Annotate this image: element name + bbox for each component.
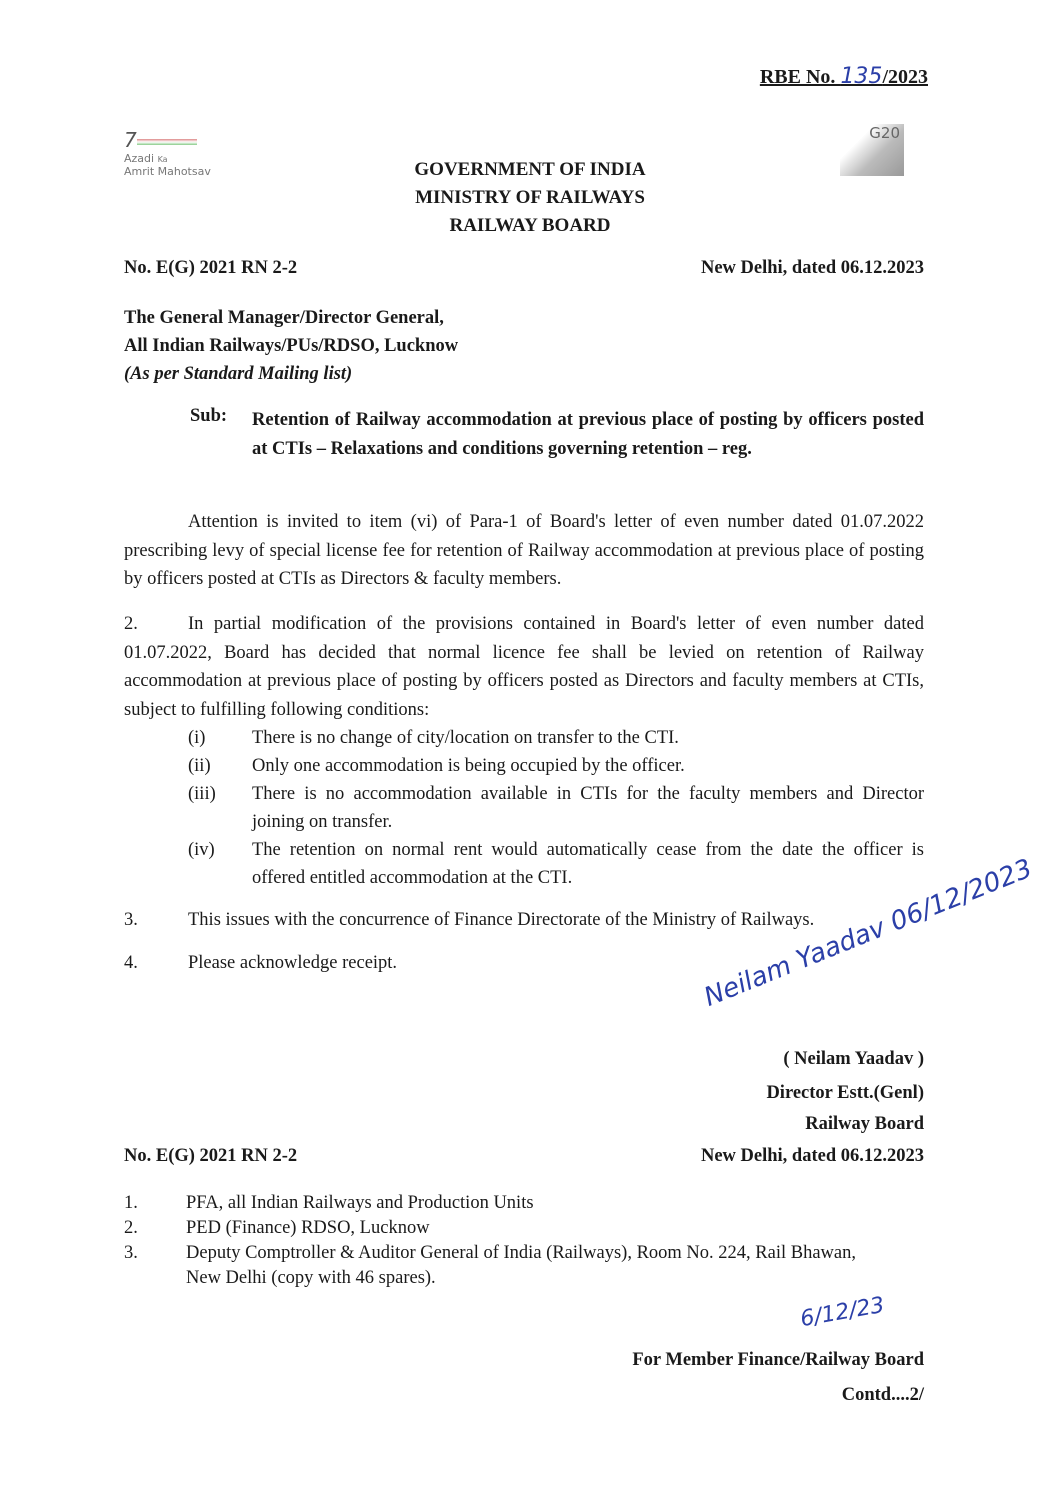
- copy-item-number: 2.: [124, 1218, 138, 1238]
- azadi-ka-amrit-mahotsav-logo: 7 Azadi Ka Amrit Mahotsav: [124, 128, 234, 178]
- copy-reference-date: New Delhi, dated 06.12.2023: [700, 1146, 924, 1166]
- para-number: 2.: [124, 614, 138, 634]
- copy-item-text: PED (Finance) RDSO, Lucknow: [186, 1218, 430, 1238]
- para-text: Please acknowledge receipt.: [188, 953, 398, 973]
- paragraph-4: [124, 953, 397, 974]
- addressee-line: (As per Standard Mailing list): [124, 364, 353, 384]
- condition-number: (iii): [188, 784, 216, 804]
- addressee: [124, 304, 458, 388]
- condition-text: The retention on normal rent would automatically cease from the date the officer is offered entitled accommodation at the CTI.: [252, 840, 924, 888]
- signature-block: [766, 1042, 924, 1138]
- addressee-line: The General Manager/Director General,: [124, 308, 444, 328]
- copy-signoff: For Member Finance/Railway Board: [632, 1350, 924, 1370]
- header-line: RAILWAY BOARD: [449, 215, 611, 236]
- header-line: MINISTRY OF RAILWAYS: [415, 187, 645, 208]
- copy-reference-number: No. E(G) 2021 RN 2-2: [124, 1146, 298, 1166]
- condition-text: There is no accommodation available in CTIs for the faculty members and Director joining on transfer.: [252, 784, 924, 832]
- reference-number: No. E(G) 2021 RN 2-2: [124, 258, 298, 278]
- addressee-line: All Indian Railways/PUs/RDSO, Lucknow: [124, 336, 459, 356]
- handwritten-initials: 6/12/23: [798, 1292, 887, 1333]
- subject: [190, 406, 924, 463]
- para-text: In partial modification of the provisions contained in Board's letter of even number dated 01.07.2022, Board has decided that normal licence fee shall be levied on retention of Railway accommodation at previous place of posting by officers posted as Directors and faculty members at CTIs, subject to fulfilling following conditions:: [124, 614, 924, 720]
- rbe-handwritten-number: 135: [840, 64, 883, 89]
- copy-item-text: PFA, all Indian Railways and Production Units: [186, 1193, 534, 1213]
- condition-text: There is no change of city/location on transfer to the CTI.: [252, 728, 679, 748]
- logo-text: Ka: [157, 155, 168, 164]
- copy-item: [124, 1216, 884, 1241]
- copy-item-text: Deputy Comptroller & Auditor General of India (Railways), Room No. 224, Rail Bhawan, New Delhi (copy with 46 spares).: [186, 1243, 856, 1288]
- g20-text: G20: [869, 124, 900, 142]
- handwritten-signature: Neilam Yaadav 06/12/2023: [700, 853, 1037, 1013]
- paragraph-1: Attention is invited to item (vi) of Para-1 of Board's letter of even number dated 01.07.2022 prescribing levy of special license fee for retention of Railway accommodation at previous place of posting by officers posted at CTIs as Directors & faculty members.: [124, 512, 924, 589]
- paragraph-2: [124, 610, 924, 892]
- rbe-number: [760, 64, 928, 89]
- condition-number: (i): [188, 728, 206, 748]
- subject-label: Sub:: [190, 406, 228, 426]
- signatory-office: Railway Board: [805, 1114, 924, 1134]
- para-number: 3.: [124, 910, 138, 930]
- copy-item-number: 1.: [124, 1193, 138, 1213]
- condition-item: [188, 724, 924, 752]
- continued-note: Contd....2/: [841, 1385, 924, 1405]
- copy-to-list: [124, 1191, 884, 1291]
- subject-text: Retention of Railway accommodation at previous place of posting by officers posted at CTIs – Relaxations and conditions governing retention – reg.: [252, 410, 924, 459]
- paragraph-3: [124, 910, 814, 931]
- condition-number: (ii): [188, 756, 211, 776]
- reference-date: New Delhi, dated 06.12.2023: [700, 258, 924, 278]
- para-number: 4.: [124, 953, 138, 973]
- rbe-suffix: /2023: [882, 66, 928, 88]
- logo-text: Amrit Mahotsav: [124, 165, 211, 178]
- rbe-prefix: RBE No.: [759, 66, 841, 88]
- signatory-designation: Director Estt.(Genl): [766, 1083, 924, 1103]
- condition-item: [188, 780, 924, 836]
- condition-text: Only one accommodation is being occupied by the officer.: [252, 756, 685, 776]
- condition-item: [188, 836, 924, 892]
- g20-logo: [840, 124, 904, 176]
- logo-text: Azadi: [124, 152, 155, 165]
- condition-number: (iv): [188, 840, 215, 860]
- header-line: GOVERNMENT OF INDIA: [414, 159, 646, 180]
- copy-item: [124, 1191, 884, 1216]
- copy-item-number: 3.: [124, 1243, 138, 1263]
- copy-item: [124, 1241, 884, 1291]
- signatory-name: ( Neilam Yaadav ): [783, 1049, 924, 1069]
- para-text: This issues with the concurrence of Finance Directorate of the Ministry of Railways.: [188, 910, 815, 930]
- letterhead: [330, 156, 730, 240]
- condition-item: [188, 752, 924, 780]
